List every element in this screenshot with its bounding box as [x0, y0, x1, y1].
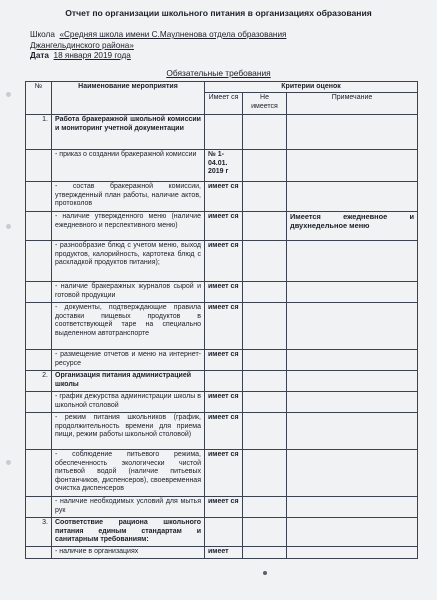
row-note	[287, 350, 418, 371]
row-name: - размещение отчетов и меню на интернет-ресурсе	[52, 350, 205, 371]
row-note	[287, 392, 418, 413]
row-has: имеет ся	[205, 182, 243, 212]
row-number	[26, 413, 52, 450]
row-has: № 1- 04.01. 2019 г	[205, 150, 243, 182]
row-number: 1.	[26, 115, 52, 150]
row-note	[287, 303, 418, 350]
row-name: Организация питания администрацией школы	[52, 371, 205, 392]
row-name: - наличие необходимых условий для мытья рук	[52, 497, 205, 518]
row-name: - состав бракеражной комиссии, утвержденный план работы, наличие актов, протоколов	[52, 182, 205, 212]
row-number	[26, 350, 52, 371]
row-number: 3.	[26, 518, 52, 547]
row-note	[287, 182, 418, 212]
binder-hole-mark	[6, 460, 11, 465]
header-number: №	[26, 82, 52, 115]
row-has	[205, 518, 243, 547]
table-row	[26, 303, 418, 350]
row-has-not	[243, 497, 287, 518]
row-has: имеет ся	[205, 350, 243, 371]
row-has: имеет ся	[205, 413, 243, 450]
row-number: 2.	[26, 371, 52, 392]
row-note	[287, 518, 418, 547]
table-row	[26, 547, 418, 559]
row-note	[287, 497, 418, 518]
row-number	[26, 282, 52, 303]
row-has: имеет ся	[205, 497, 243, 518]
row-note	[287, 241, 418, 282]
row-note	[287, 413, 418, 450]
row-number	[26, 547, 52, 559]
row-name: - наличие в организациях	[52, 547, 205, 559]
row-has: имеет ся	[205, 241, 243, 282]
row-has-not	[243, 371, 287, 392]
table-row	[26, 350, 418, 371]
school-line	[30, 30, 286, 40]
table-row	[26, 371, 418, 392]
row-number	[26, 212, 52, 241]
row-name: - наличие утвержденного меню (наличие ежедневного и перспективного меню)	[52, 212, 205, 241]
row-name: - приказ о создании бракеражной комиссии	[52, 150, 205, 182]
header-has: Имеет ся	[205, 93, 243, 115]
header-criteria: Критерии оценок	[205, 82, 418, 93]
school-label: Школа	[30, 30, 55, 39]
row-has	[205, 371, 243, 392]
section-subtitle: Обязательные требования	[166, 68, 271, 78]
table-row	[26, 392, 418, 413]
table-row	[26, 518, 418, 547]
row-has-not	[243, 282, 287, 303]
table-row	[26, 150, 418, 182]
row-note	[287, 150, 418, 182]
row-has-not	[243, 350, 287, 371]
row-number	[26, 182, 52, 212]
table-row	[26, 450, 418, 497]
table-row	[26, 413, 418, 450]
row-name: - соблюдение питьевого режима, обеспеченность экологически чистой питьевой водой (наличие питьевых фонтанчиков, диспенсеров), своевременная очистка диспенсеров	[52, 450, 205, 497]
date-label: Дата	[30, 51, 49, 60]
row-has	[205, 115, 243, 150]
row-number	[26, 497, 52, 518]
table-row	[26, 212, 418, 241]
row-name: - режим питания школьников (график, продолжительность времени для приема пищи, режим работы школьной столовой)	[52, 413, 205, 450]
row-has-not	[243, 212, 287, 241]
row-has-not	[243, 182, 287, 212]
table-row	[26, 497, 418, 518]
row-number	[26, 392, 52, 413]
row-has: имеет ся	[205, 212, 243, 241]
row-has: имеет	[205, 547, 243, 559]
row-name: - разнообразие блюд с учетом меню, выход продуктов, калорийность, картотека блюд с раскладкой продуктов питания);	[52, 241, 205, 282]
table-row	[26, 182, 418, 212]
row-note: Имеется ежедневное и двухнедельное меню	[287, 212, 418, 241]
row-has: имеет ся	[205, 450, 243, 497]
school-name-line2: Джангельдинского района»	[30, 41, 134, 50]
row-note	[287, 282, 418, 303]
date-line	[30, 51, 131, 61]
row-note	[287, 547, 418, 559]
row-has: имеет ся	[205, 282, 243, 303]
row-has-not	[243, 547, 287, 559]
row-number	[26, 241, 52, 282]
binder-hole-mark	[6, 92, 11, 97]
row-has-not	[243, 450, 287, 497]
table-row	[26, 241, 418, 282]
row-has-not	[243, 303, 287, 350]
school-name-line1: «Средняя школа имени С.Маулненова отдела образования	[59, 30, 287, 39]
date-value: 18 января 2019 года	[53, 51, 131, 60]
row-note	[287, 115, 418, 150]
header-note: Примечание	[287, 93, 418, 115]
row-name: - документы, подтверждающие правила доставки пищевых продуктов в соответствующей таре на специально выделенном автотранспорте	[52, 303, 205, 350]
row-has-not	[243, 241, 287, 282]
binder-hole-mark	[6, 224, 11, 229]
table-row	[26, 115, 418, 150]
document-title: Отчет по организации школьного питания в организациях образования	[65, 8, 372, 18]
row-has-not	[243, 150, 287, 182]
row-note	[287, 450, 418, 497]
ink-spot	[263, 571, 267, 575]
table-row	[26, 282, 418, 303]
row-name: - наличие бракеражных журналов сырой и готовой продукции	[52, 282, 205, 303]
row-number	[26, 303, 52, 350]
row-has-not	[243, 115, 287, 150]
header-name: Наименование мероприятия	[52, 82, 205, 115]
row-has-not	[243, 392, 287, 413]
row-number	[26, 450, 52, 497]
row-note	[287, 371, 418, 392]
row-name: - график дежурства администрации школы в школьной столовой	[52, 392, 205, 413]
row-has-not	[243, 518, 287, 547]
header-has-not: Не имеется	[243, 93, 287, 115]
row-has: имеет ся	[205, 392, 243, 413]
row-name: Работа бракеражной школьной комиссии и мониторинг учетной документации	[52, 115, 205, 150]
row-has-not	[243, 413, 287, 450]
row-has: имеет ся	[205, 303, 243, 350]
requirements-table	[25, 81, 418, 559]
row-name: Соответствие рациона школьного питания единым стандартам и санитарным требованиям:	[52, 518, 205, 547]
row-number	[26, 150, 52, 182]
